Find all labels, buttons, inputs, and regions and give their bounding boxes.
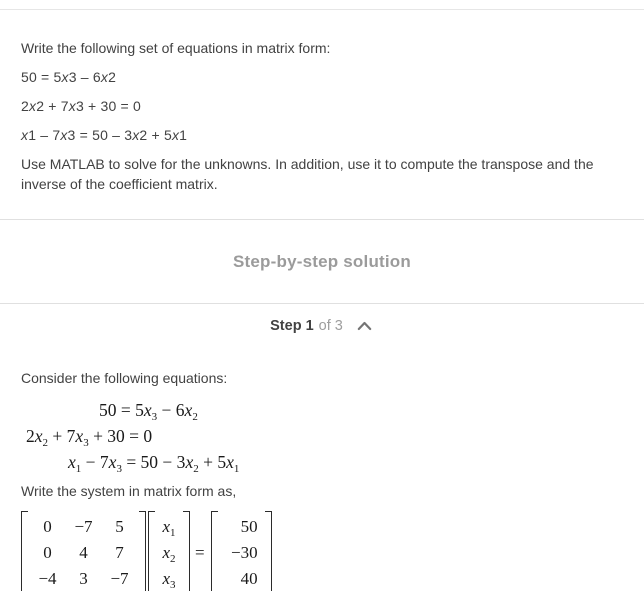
- matrix-cell: 4: [79, 543, 88, 562]
- problem-intro: Write the following set of equations in matrix form:: [21, 40, 331, 56]
- coefficient-matrix: [21, 511, 146, 591]
- step-count: of 3: [318, 318, 343, 334]
- equals-sign: =: [195, 542, 205, 562]
- matrix-cell: 7: [115, 543, 124, 562]
- matrix-intro: Write the system in matrix form as,: [21, 483, 237, 499]
- matrix-equation: [21, 511, 621, 591]
- matrix-cell: 3: [79, 569, 88, 588]
- left-bracket: [21, 511, 28, 591]
- right-bracket: [265, 511, 272, 591]
- step-intro: Consider the following equations:: [21, 370, 228, 386]
- matrix-cell: −4: [38, 569, 57, 588]
- problem-instructions: Use MATLAB to solve for the unknowns. In addition, use it to compute the transpose and the inverse of the coefficient matrix.: [21, 156, 594, 192]
- right-bracket: [139, 511, 146, 591]
- variable-vector: [148, 511, 190, 591]
- chevron-up-icon: [357, 321, 372, 331]
- step-content: [0, 368, 644, 591]
- solution-header-bar: [0, 220, 644, 303]
- right-bracket: [183, 511, 190, 591]
- matrix-cell: $x_1$: [162, 517, 176, 539]
- problem-statement: [0, 10, 644, 194]
- left-bracket: [148, 511, 155, 591]
- matrix-cell: −30: [231, 543, 258, 562]
- matrix-cell: −7: [110, 569, 129, 588]
- problem-equation-1: 50 = 5x3 – 6x2: [21, 69, 117, 85]
- constant-vector: [211, 511, 272, 591]
- matrix-cell: $x_2$: [162, 543, 176, 565]
- matrix-cell: $x_3$: [162, 569, 176, 591]
- collapse-step-button[interactable]: [355, 319, 374, 333]
- left-bracket: [211, 511, 218, 591]
- problem-equation-2: 2x2 + 7x3 + 30 = 0: [21, 98, 141, 114]
- constant-vector-grid: [218, 511, 265, 591]
- matrix-cell: 40: [240, 569, 258, 588]
- coefficient-matrix-grid: [28, 511, 139, 591]
- math-equation-2: $2x_2 + 7x_3 + 30 = 0$: [26, 426, 153, 449]
- variable-vector-grid: [155, 511, 183, 591]
- step-label: Step 1: [270, 318, 314, 334]
- math-equation-1: $50 = 5x_3 - 6x_2$: [99, 400, 198, 423]
- matrix-cell: 0: [43, 517, 52, 536]
- step-header: [0, 318, 644, 334]
- equation-block: [21, 397, 621, 475]
- matrix-cell: 5: [115, 517, 124, 536]
- matrix-cell: −7: [74, 517, 93, 536]
- section-divider: [0, 303, 644, 304]
- matrix-cell: 0: [43, 543, 52, 562]
- solution-header-title: Step-by-step solution: [233, 251, 411, 271]
- matrix-cell: 50: [240, 517, 258, 536]
- problem-equation-3: x1 – 7x3 = 50 – 3x2 + 5x1: [21, 127, 188, 143]
- math-equation-3: $x_1 - 7x_3 = 50 - 3x_2 + 5x_1$: [68, 452, 240, 475]
